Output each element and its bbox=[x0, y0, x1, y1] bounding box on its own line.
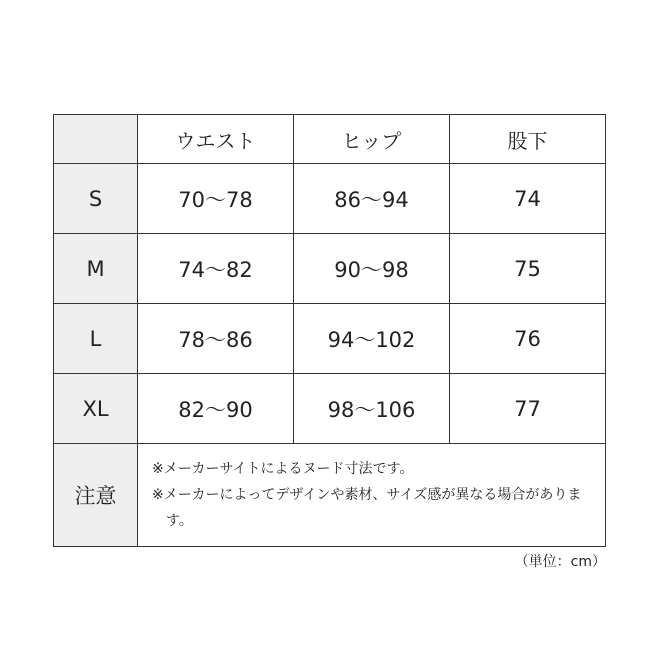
header-inseam: 股下 bbox=[450, 115, 606, 164]
size-label: M bbox=[54, 234, 138, 304]
size-label: L bbox=[54, 304, 138, 374]
table-row bbox=[54, 164, 606, 234]
header-hip: ヒップ bbox=[294, 115, 450, 164]
hip-value: 94〜102 bbox=[294, 304, 450, 374]
table-row bbox=[54, 234, 606, 304]
unit-note: （単位：cm） bbox=[514, 554, 606, 570]
waist-value: 70〜78 bbox=[138, 164, 294, 234]
table-row bbox=[54, 374, 606, 444]
inseam-value: 76 bbox=[450, 304, 606, 374]
note-line: ※メーカーによってデザインや素材、サイズ感が異なる場合があります。 bbox=[152, 487, 582, 529]
notes-content bbox=[138, 444, 606, 547]
table-header-row bbox=[54, 115, 606, 164]
size-chart-table bbox=[53, 114, 606, 547]
table-row bbox=[54, 304, 606, 374]
size-label: XL bbox=[54, 374, 138, 444]
header-waist: ウエスト bbox=[138, 115, 294, 164]
waist-value: 74〜82 bbox=[138, 234, 294, 304]
waist-value: 82〜90 bbox=[138, 374, 294, 444]
size-label: S bbox=[54, 164, 138, 234]
notes-label: 注意 bbox=[54, 444, 138, 547]
note-line: ※メーカーサイトによるヌード寸法です。 bbox=[152, 461, 414, 477]
waist-value: 78〜86 bbox=[138, 304, 294, 374]
inseam-value: 74 bbox=[450, 164, 606, 234]
notes-row bbox=[54, 444, 606, 547]
hip-value: 98〜106 bbox=[294, 374, 450, 444]
header-corner-cell bbox=[54, 115, 138, 164]
hip-value: 90〜98 bbox=[294, 234, 450, 304]
inseam-value: 77 bbox=[450, 374, 606, 444]
hip-value: 86〜94 bbox=[294, 164, 450, 234]
inseam-value: 75 bbox=[450, 234, 606, 304]
